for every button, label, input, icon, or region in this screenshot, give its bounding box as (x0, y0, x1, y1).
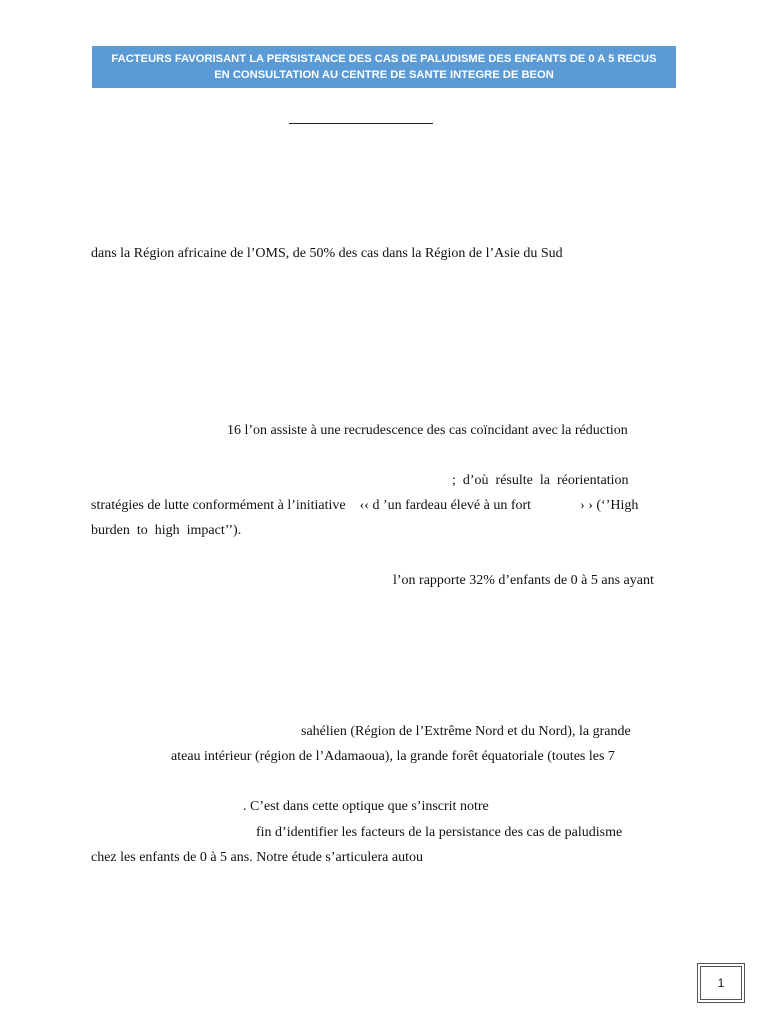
paragraph-line: chez les enfants de 0 à 5 ans. Notre étude s’articulera autou (91, 850, 423, 865)
paragraph-line: stratégies de lutte conformément à l’initiative ‹‹ d ’un fardeau élevé à un fort › › (‘’High (91, 498, 639, 513)
paragraph-line: dans la Région africaine de l’OMS, de 50% des cas dans la Région de l’Asie du Sud (91, 246, 563, 261)
paragraph-line: sahélien (Région de l’Extrême Nord et du Nord), la grande (301, 724, 631, 739)
paragraph-line: fin d’identifier les facteurs de la persistance des cas de paludisme (256, 825, 623, 840)
paragraph-line: burden to high impact’’). (91, 523, 242, 538)
paragraph-line: ateau intérieur (région de l’Adamaoua), la grande forêt équatoriale (toutes les 7 (171, 749, 615, 764)
document-title-line-1: FACTEURS FAVORISANT LA PERSISTANCE DES CAS DE PALUDISME DES ENFANTS DE 0 A 5 RECUS (111, 53, 657, 65)
paragraph-line: l’on rapporte 32% d’enfants de 0 à 5 ans ayant (393, 573, 654, 588)
document-title-line-2: EN CONSULTATION AU CENTRE DE SANTE INTEGRE DE BEON (214, 69, 554, 81)
document-title-banner (92, 46, 676, 88)
paragraph-line: 16 l’on assiste à une recrudescence des cas coïncidant avec la réduction (227, 423, 628, 438)
title-underline-rule (289, 123, 433, 124)
paragraph-line: ; d’où résulte la réorientation (452, 473, 629, 488)
page-number: 1 (717, 976, 725, 990)
paragraph-line: . C’est dans cette optique que s’inscrit notre (243, 799, 489, 814)
page-number-box (697, 963, 745, 1003)
